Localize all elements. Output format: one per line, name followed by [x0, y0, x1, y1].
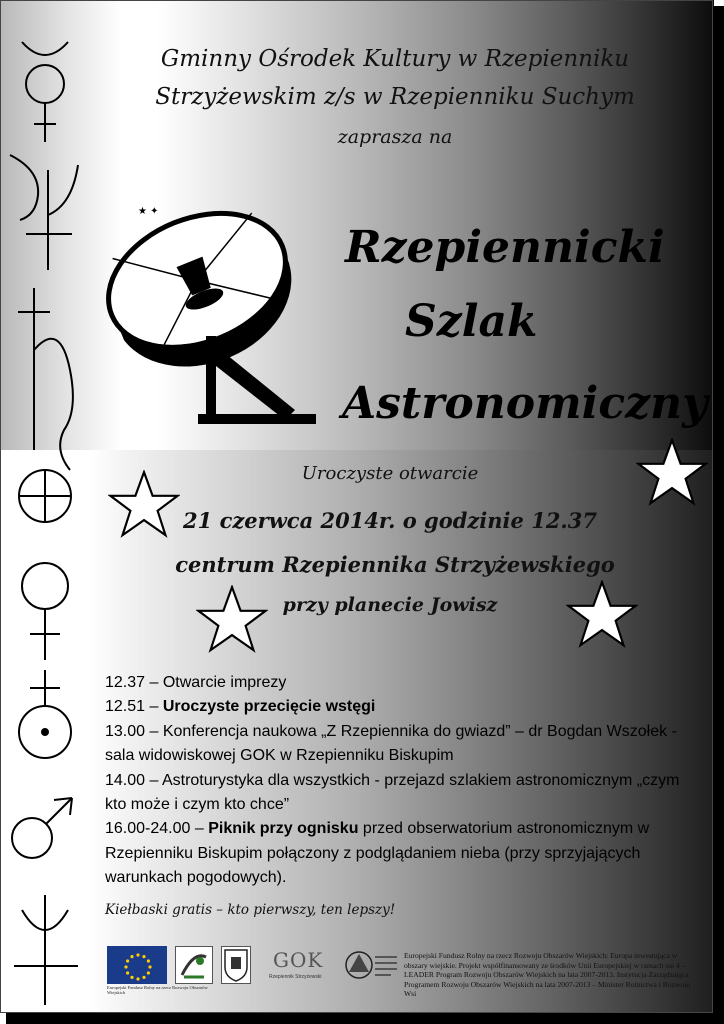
svg-text:★ ✦: ★ ✦	[138, 206, 159, 217]
municipality-crest-logo	[221, 946, 251, 984]
sun-cross-symbol-icon	[19, 670, 71, 758]
crest-shield-icon	[222, 947, 250, 983]
eu-logo-caption: Europejski Fundusz Rolny na rzecz Rozwoju Obszarów Wiejskich	[107, 985, 208, 995]
gok-logo-text: GOK	[273, 948, 324, 972]
opening-label: Uroczyste otwarcie	[301, 463, 479, 484]
free-sausage-note: Kiełbaski gratis – kto pierwszy, ten lepszy!	[105, 902, 396, 918]
eu-flag-logo	[107, 946, 167, 984]
jupiter-symbol-icon	[10, 155, 78, 270]
saturn-symbol-icon	[18, 288, 73, 470]
neptune-symbol-icon	[14, 895, 78, 1005]
gok-logo-subtitle: Rzepiennik Strzyżewski	[269, 974, 322, 980]
mars-symbol-icon	[12, 798, 72, 858]
program-item: 12.51 – Uroczyste przecięcie wstęgi	[105, 698, 376, 716]
lag-emblem-icon	[343, 946, 401, 984]
program-item: 14.00 – Astroturystyka dla wszystkich - przejazd szlakiem astronomicznym „czym kto może i czym kto chce”	[105, 771, 680, 814]
title-line-1: Rzepiennicki	[345, 222, 665, 273]
earth-symbol-icon	[19, 470, 71, 522]
event-date: 21 czerwca 2014r. o godzinie 12.37	[183, 508, 597, 533]
sponsor-logos	[107, 946, 402, 988]
event-landmark: przy planecie Jowisz	[282, 594, 498, 616]
star-icon	[636, 438, 708, 506]
local-action-group-logo	[343, 946, 401, 984]
page-shadow-right	[713, 6, 724, 1024]
leader-logo	[175, 946, 213, 984]
eu-stars-icon	[108, 947, 168, 985]
mercury-symbol-icon	[22, 42, 68, 142]
program-item: 12.37 – Otwarcie imprezy	[105, 674, 287, 691]
planet-symbols-column	[0, 20, 90, 1010]
leader-emblem-icon	[176, 947, 212, 983]
invite-text: zaprasza na	[337, 126, 453, 148]
organizer-line-1: Gminny Ośrodek Kultury w Rzepienniku	[160, 46, 630, 72]
radio-telescope-icon	[80, 176, 340, 428]
organizer-line-2: Strzyżewskim z/s w Rzepienniku Suchym	[155, 84, 635, 110]
program-item: 16.00-24.00 – Piknik przy ognisku przed obserwatorium astronomicznym w Rzepienniku Biskupim połączony z podglądaniem nieba (przy sprzyjających warunkach pogodowych).	[105, 820, 650, 887]
program-item: 13.00 – Konferencja naukowa „Z Rzepiennika do gwiazd” – dr Bogdan Wszołek - sala widowiskowej GOK w Rzepienniku Biskupim	[105, 722, 677, 765]
program-list	[105, 671, 695, 891]
funding-disclaimer: Europejski Fundusz Rolny na rzecz Rozwoju Obszarów Wiejskich: Europa inwestująca w obszary wiejskie. Projekt współfinansowany ze środków Unii Europejskiej w ramach osi 4 – LEADER Program Rozwoju Obszarów Wiejskich na lata 2007-2013. Instytucja Zarządzająca Programem Rozwoju Obszarów Wiejskich na lata 2007-2013 – Minister Rolnictwa i Rozwoju Wsi	[404, 951, 691, 999]
page-shadow-bottom	[6, 1013, 724, 1024]
venus-symbol-icon	[22, 563, 68, 660]
event-place: centrum Rzepiennika Strzyżewskiego	[175, 552, 615, 577]
gok-logo	[263, 946, 335, 984]
title-line-3: Astronomiczny	[342, 378, 708, 429]
title-line-2: Szlak	[405, 296, 538, 347]
